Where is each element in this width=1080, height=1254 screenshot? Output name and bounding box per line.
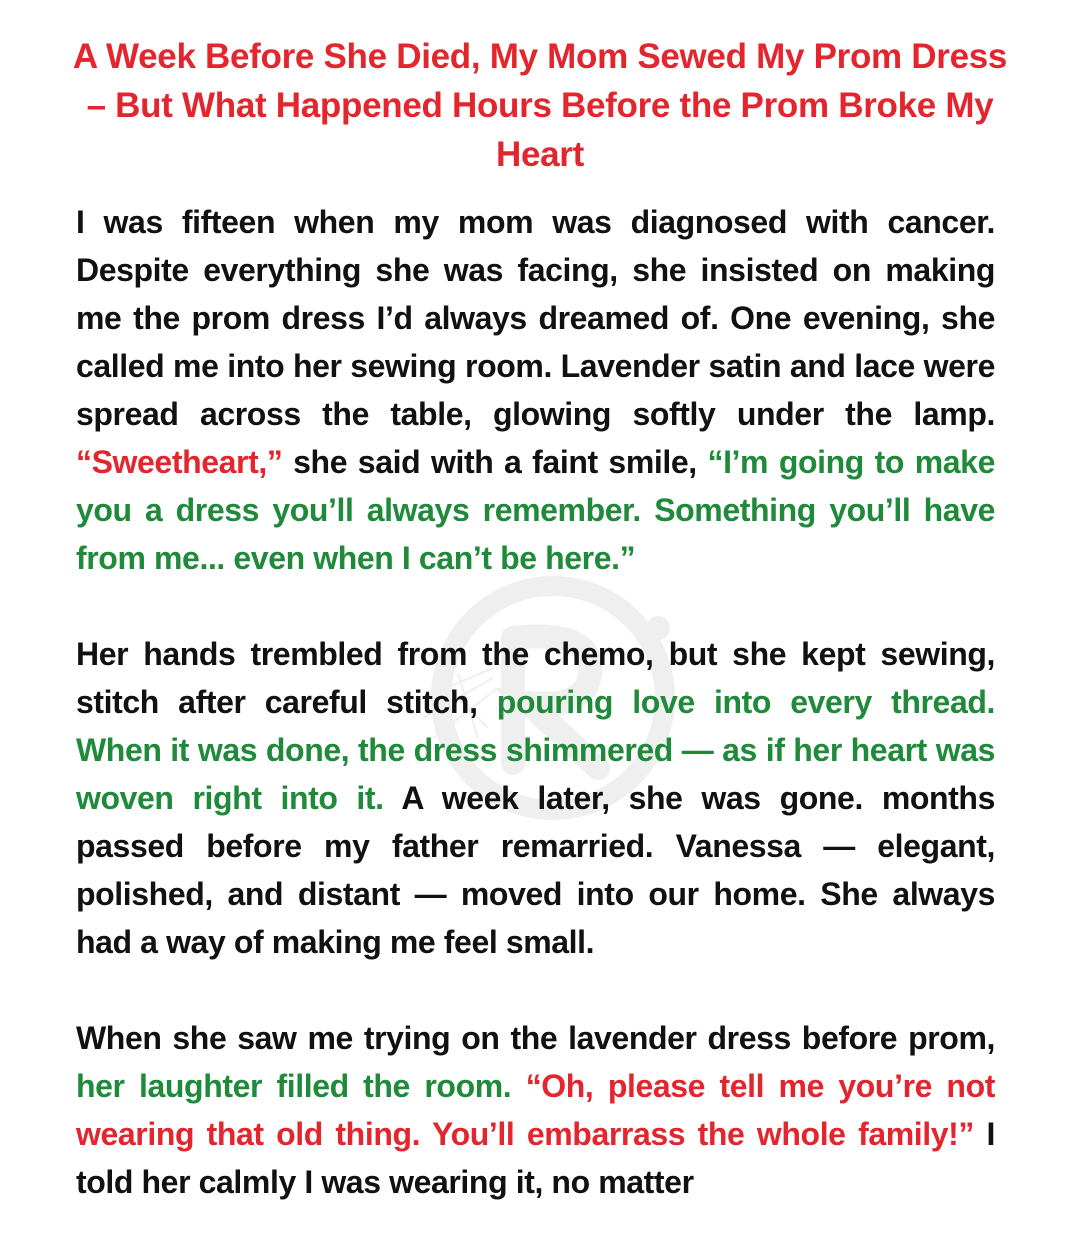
text-segment: Her hands trembled from the chemo, but she kept sewing, stitch after careful stitch, [76,636,995,720]
text-segment: I was fifteen when my mom was diagnosed with cancer. Despite everything she was facing, she insisted on making me the prom dress I’d always dreamed of. One evening, she called me into her sewing room. Lavender satin and lace were spread across the table, glowing softly under the lamp. [76,204,995,432]
highlight-green: her laughter filled the room. [76,1068,512,1104]
paragraph-1 [76,198,995,582]
quote-mom: “I’m going to make you a dress you’ll always remember. Something you’ll have from me... even when I can’t be here.” [76,444,995,576]
article-body [76,198,995,1254]
highlight-green: pouring love into every thread. When it was done, the dress shimmered — as if her heart was woven right into it. [76,684,995,816]
text-segment: When she saw me trying on the lavender dress before prom, [76,1020,995,1056]
article-title: A Week Before She Died, My Mom Sewed My Prom Dress – But What Happened Hours Before the Prom Broke My Heart [72,37,1008,174]
text-segment [511,1068,525,1104]
text-segment: A week later, she was gone. months passed before my father remarried. Vanessa — elegant, polished, and distant — moved into our home. She always had a way of making me feel small. [76,780,995,960]
quote-vanessa: “Oh, please tell me you’re not wearing that old thing. You’ll embarrass the whole family!” [76,1068,995,1152]
paragraph-2 [76,630,995,966]
text-segment: she said with a faint smile, [282,444,708,480]
text-segment: I told her calmly I was wearing it, no matter [76,1116,995,1200]
quote-sweetheart: “Sweetheart,” [76,444,283,480]
paragraph-3 [76,1014,995,1206]
